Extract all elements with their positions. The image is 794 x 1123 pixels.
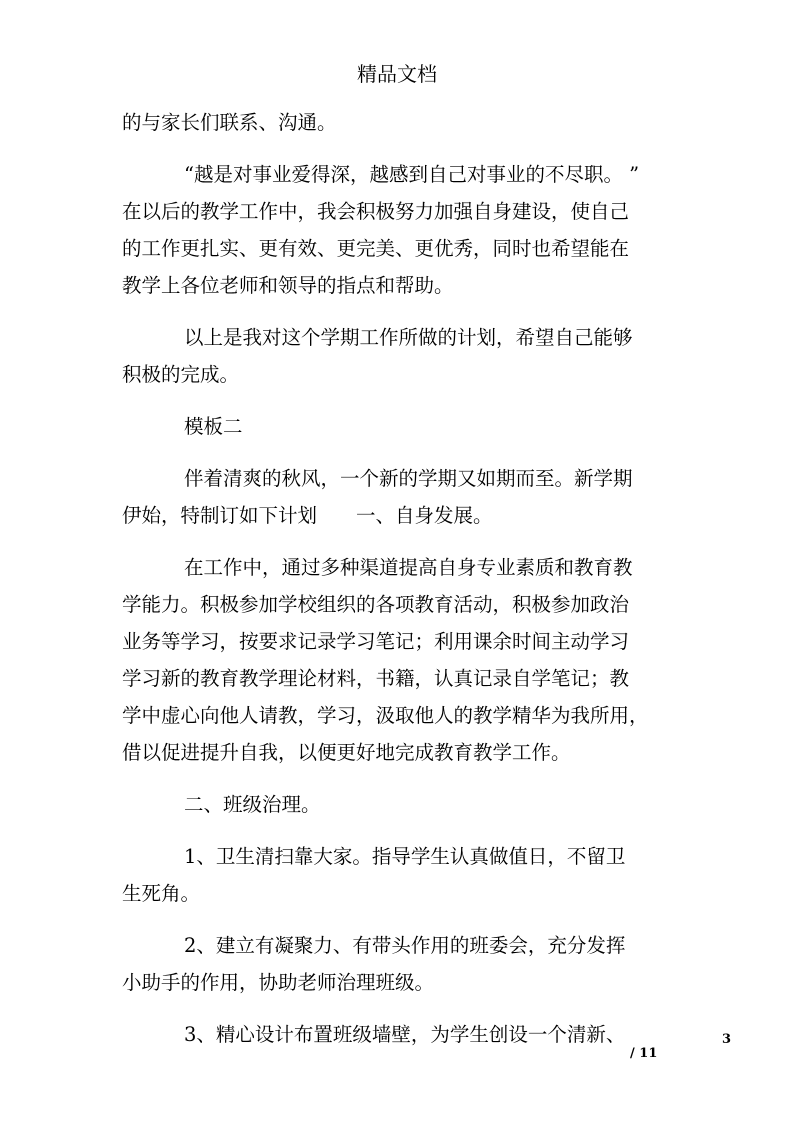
page-number: 3	[722, 1032, 732, 1047]
document-header-title: 精品文档	[357, 62, 437, 86]
text-line: “越是对事业爱得深，越感到自己对事业的不尽职。 ”	[184, 163, 640, 186]
text-line: 3、精心设计布置班级墙壁，为学生创设一个清新、	[184, 1023, 626, 1046]
text-line: 在工作中，通过多种渠道提高自身专业素质和教育教	[184, 556, 633, 579]
text-line: 的工作更扎实、更有效、更完美、更优秀，同时也希望能在	[122, 237, 630, 260]
text-line: 伴着清爽的秋风，一个新的学期又如期而至。新学期	[184, 467, 633, 490]
text-line: 学习新的教育教学理论材料，书籍，认真记录自学笔记；教	[122, 667, 630, 690]
text-line: 1、卫生清扫靠大家。指导学生认真做值日，不留卫	[184, 845, 626, 868]
text-line: 生死角。	[122, 882, 201, 905]
text-line: 借以促进提升自我，以便更好地完成教育教学工作。	[122, 741, 571, 764]
page-total: / 11	[630, 1046, 658, 1061]
text-line: 在以后的教学工作中，我会积极努力加强自身建设，使自己	[122, 200, 630, 223]
text-line: 业务等学习，按要求记录学习笔记；利用课余时间主动学习	[122, 630, 630, 653]
text-line: 学能力。积极参加学校组织的各项教育活动，积极参加政治	[122, 593, 630, 616]
text-line: 教学上各位老师和领导的指点和帮助。	[122, 274, 454, 297]
document-body	[122, 104, 682, 1053]
text-line: 小助手的作用，协助老师治理班级。	[122, 971, 435, 994]
text-line: 的与家长们联系、沟通。	[122, 111, 337, 134]
section-heading: 二、班级治理。	[184, 793, 321, 816]
text-line: 以上是我对这个学期工作所做的计划，希望自己能够	[184, 326, 633, 349]
text-line: 伊始，特制订如下计划 一、自身发展。	[122, 504, 493, 527]
text-line: 学中虚心向他人请教，学习，汲取他人的教学精华为我所用，	[122, 704, 649, 727]
text-line: 积极的完成。	[122, 363, 240, 386]
section-heading: 模板二	[184, 415, 243, 438]
text-line: 2、建立有凝聚力、有带头作用的班委会，充分发挥	[184, 934, 626, 957]
